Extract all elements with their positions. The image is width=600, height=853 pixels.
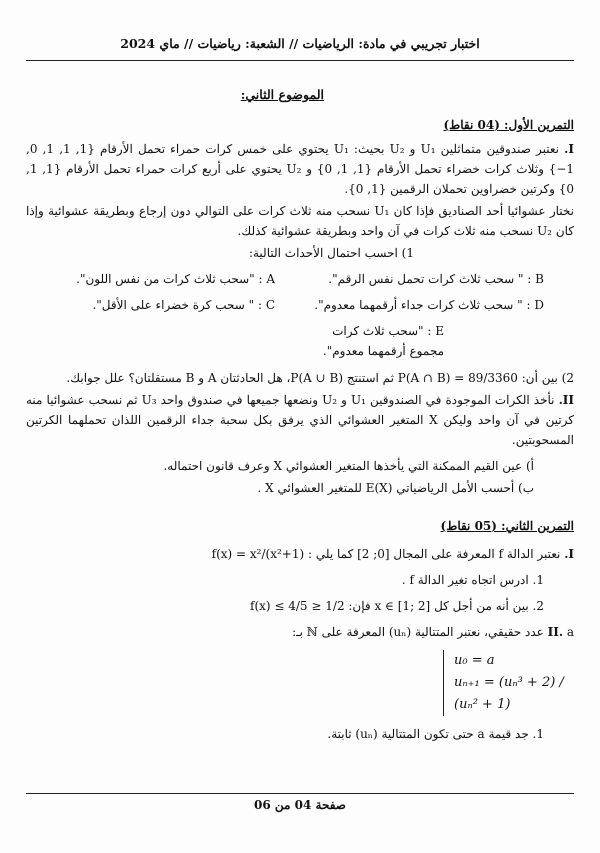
sequence-initial-term: u₀ = a xyxy=(454,653,495,668)
exercise-1-title: التمرين الأول: (04 نقاط) xyxy=(443,118,574,132)
question-1: 1) احسب احتمال الأحداث التالية: xyxy=(248,246,414,260)
events-list xyxy=(26,266,574,364)
page-footer: صفحة 04 من 06 xyxy=(26,793,574,812)
item-1: 1. ادرس اتجاه تغير الدالة f . xyxy=(401,573,544,587)
page-header: اختبار تجريبي في مادة: الرياضيات // الشعبة: رياضيات // ماي 2024 xyxy=(26,34,574,61)
page-content xyxy=(26,34,574,744)
item-2: 2. بين أنه من أجل كل x ∈ [1; 2] فإن: 1/2 ≤ f(x) ≤ 4/5 xyxy=(250,599,544,613)
subject-title: الموضوع الثاني: xyxy=(240,87,324,102)
event-d: D : " سحب ثلاث كرات جداء أرقمهما معدوم". xyxy=(314,298,544,312)
exercise-1-part-2 xyxy=(26,390,574,450)
exercise-1-part-2-statement: نأخذ الكرات الموجودة في الصندوقين U₁ و U₂ ونضعها جميعها في صندوق واحد U₃ ثم نسحب عشوائيا منه كرتين في آن واحد وليكن X المتغير العشوائي الذي يرفق بكل سحبة جداء الرقمين اللذان تحملهما الكرتين المسحوبتين. xyxy=(26,393,574,447)
question-b: ب) أحسب الأمل الرياضياتي E(X) للمتغير العشوائي X . xyxy=(257,481,534,495)
event-a: A : "سحب ثلاث كرات من نفس اللون". xyxy=(76,272,275,286)
exercise-2-title: التمرين الثاني: (05 نقاط) xyxy=(440,519,574,533)
sequence-system xyxy=(443,650,574,716)
exercise-1-part-1 xyxy=(26,139,574,199)
sequence-definition: a عدد حقيقي، نعتبر المتتالية (uₙ) المعرفة على ℕ بـ: xyxy=(292,625,574,639)
event-b: B : " سحب ثلاث كرات تحمل نفس الرقم". xyxy=(328,272,544,286)
roman-numeral: I. xyxy=(564,547,574,561)
sequence-recurrence: uₙ₊₁ = (uₙ³ + 2) / (uₙ² + 1) xyxy=(454,675,564,712)
exercise-2-part-2 xyxy=(26,622,574,642)
exercise-1-draw-rules: نختار عشوائيا أحد الصناديق فإذا كان U₁ نسحب منه ثلاث كرات على التوالي دون إرجاع وبطريقة عشوائية وإذا كان U₂ نسحب منه ثلاث كرات في آن واحد وبطريقة عشوائية كذلك. xyxy=(26,204,574,238)
roman-numeral: I. xyxy=(564,142,574,156)
exercise-2-part-1 xyxy=(26,544,574,564)
question-a: أ) عين القيم الممكنة التي يأخذها المتغير العشوائي X وعرف قانون احتماله. xyxy=(163,459,534,473)
sequence-item-1: 1. جد قيمة a حتى تكون المتتالية (uₙ) ثابتة. xyxy=(327,727,544,741)
roman-numeral: II. xyxy=(558,393,574,407)
question-2: 2) بين أن: P(A ∩ B) = 89/3360 ثم استنتج P(A ∪ B)، هل الحادثتان A و B مستقلتان؟ علل جوابك. xyxy=(66,371,574,385)
event-e: E : "سحب ثلاث كرات مجموع أرقمهما معدوم". xyxy=(322,324,444,358)
roman-numeral: II. xyxy=(547,625,564,639)
exercise-1-statement: نعتبر صندوقين متماثلين U₁ و U₂ بحيث: U₁ يحتوي على خمس كرات حمراء تحمل الأرقام {1, 1, 1, 0, 1−} وثلاث كرات خضراء تحمل الأرقام {1, 1, 0} و U₂ يحتوي على أربع كرات حمراء تحمل الأرقام {1, 1, 0} وكرتين خضراوين تحملان الرقمين {1, 0}. xyxy=(26,142,574,196)
function-definition: نعتبر الدالة f المعرفة على المجال [0; 2] كما يلي : f(x) = x²/(x²+1) xyxy=(211,547,561,561)
event-c: C : " سحب كرة خضراء على الأقل". xyxy=(92,298,275,312)
